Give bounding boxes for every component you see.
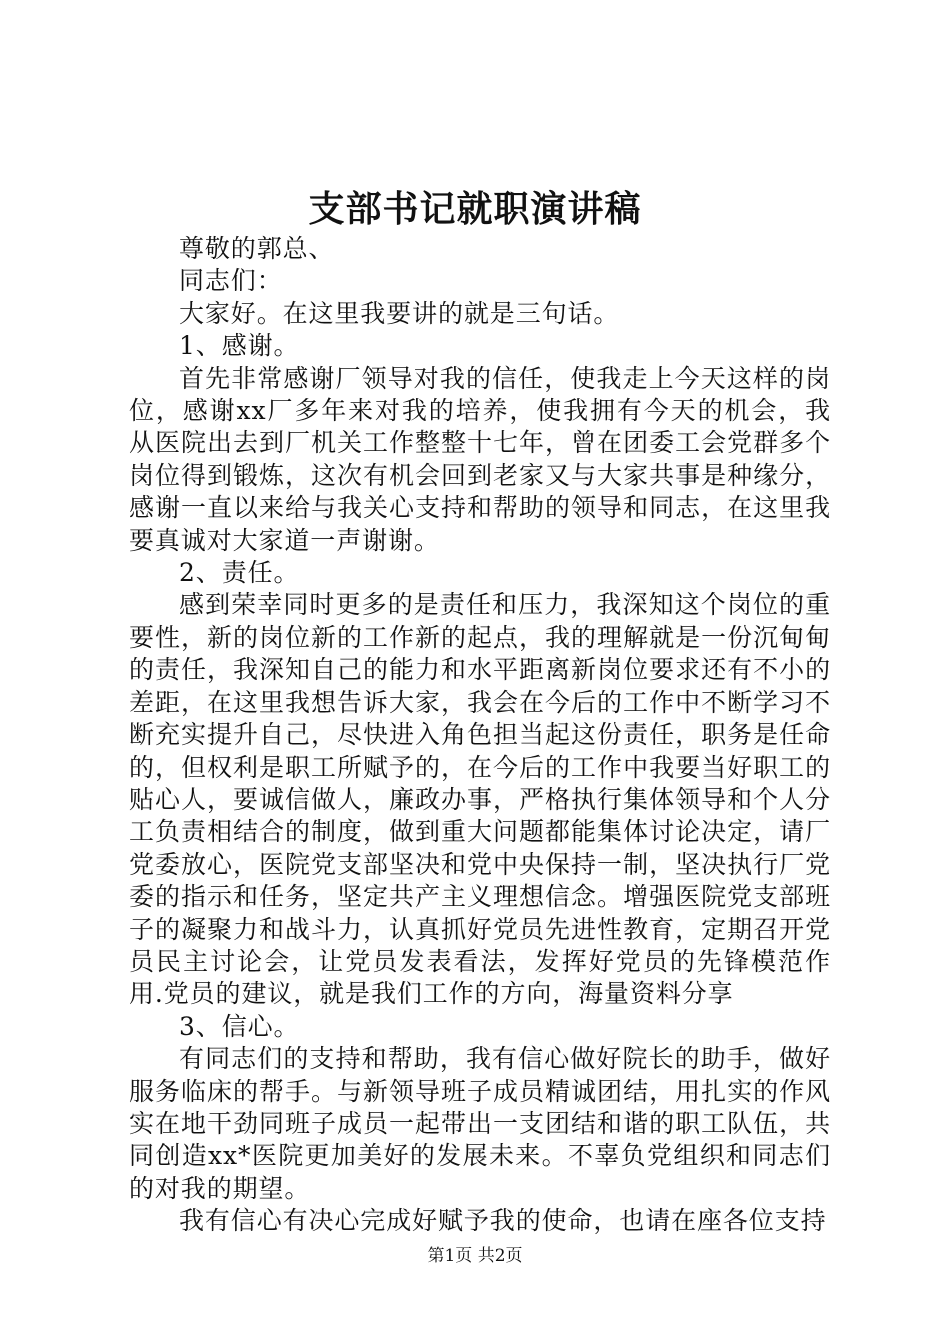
body-paragraph: 感到荣幸同时更多的是责任和压力，我深知这个岗位的重要性，新的岗位新的工作新的起点，我的理解就是一份沉甸甸的责任，我深知自己的能力和水平距离新岗位要求还有不小的差距，在这里我想告诉大家，我会在今后的工作中不断学习不断充实提升自己，尽快进入角色担当起这份责任，职务是任命的，但权利是职工所赋予的，在今后的工作中我要当好职工的贴心人，要诚信做人，廉政办事，严格执行集体领导和个人分工负责相结合的制度，做到重大问题都能集体讨论决定，请厂党委放心，医院党支部坚决和党中央保持一制，坚决执行厂党委的指示和任务，坚定共产主义理想信念。增强医院党支部班子的凝聚力和战斗力，认真抓好党员先进性教育，定期召开党员民主讨论会，让党员发表看法，发挥好党员的先锋模范作用.党员的建议，就是我们工作的方向，海量资料分享	[129, 590, 831, 1009]
section-heading: 2、责任。	[179, 558, 300, 588]
salutation-line: 同志们：	[179, 266, 283, 296]
salutation-line: 尊敬的郭总、	[179, 234, 335, 263]
body-paragraph: 首先非常感谢厂领导对我的信任，使我走上今天这样的岗位，感谢xx厂多年来对我的培养，使我拥有今天的机会，我从医院出去到厂机关工作整整十七年，曾在团委工会党群多个岗位得到锻炼，这次有机会回到老家又与大家共事是种缘分，感谢一直以来给与我关心支持和帮助的领导和同志，在这里我要真诚对大家道一声谢谢。	[129, 363, 831, 555]
document-body	[129, 233, 831, 1238]
section-heading: 3、信心。	[179, 1011, 300, 1041]
document-title: 支部书记就职演讲稿	[308, 188, 642, 230]
body-paragraph: 我有信心有决心完成好赋予我的使命，也请在座各位支持	[179, 1206, 827, 1236]
body-paragraph: 大家好。在这里我要讲的就是三句话。	[179, 298, 620, 328]
section-heading: 1、感谢。	[179, 331, 300, 361]
page-footer: 第1页 共2页	[427, 1246, 523, 1266]
body-paragraph: 有同志们的支持和帮助，我有信心做好院长的助手，做好服务临床的帮手。与新领导班子成员精诚团结，用扎实的作风实在地干劲同班子成员一起带出一支团结和谐的职工队伍，共同创造xx*医院更加美好的发展未来。不辜负党组织和同志们的对我的期望。	[129, 1044, 831, 1203]
